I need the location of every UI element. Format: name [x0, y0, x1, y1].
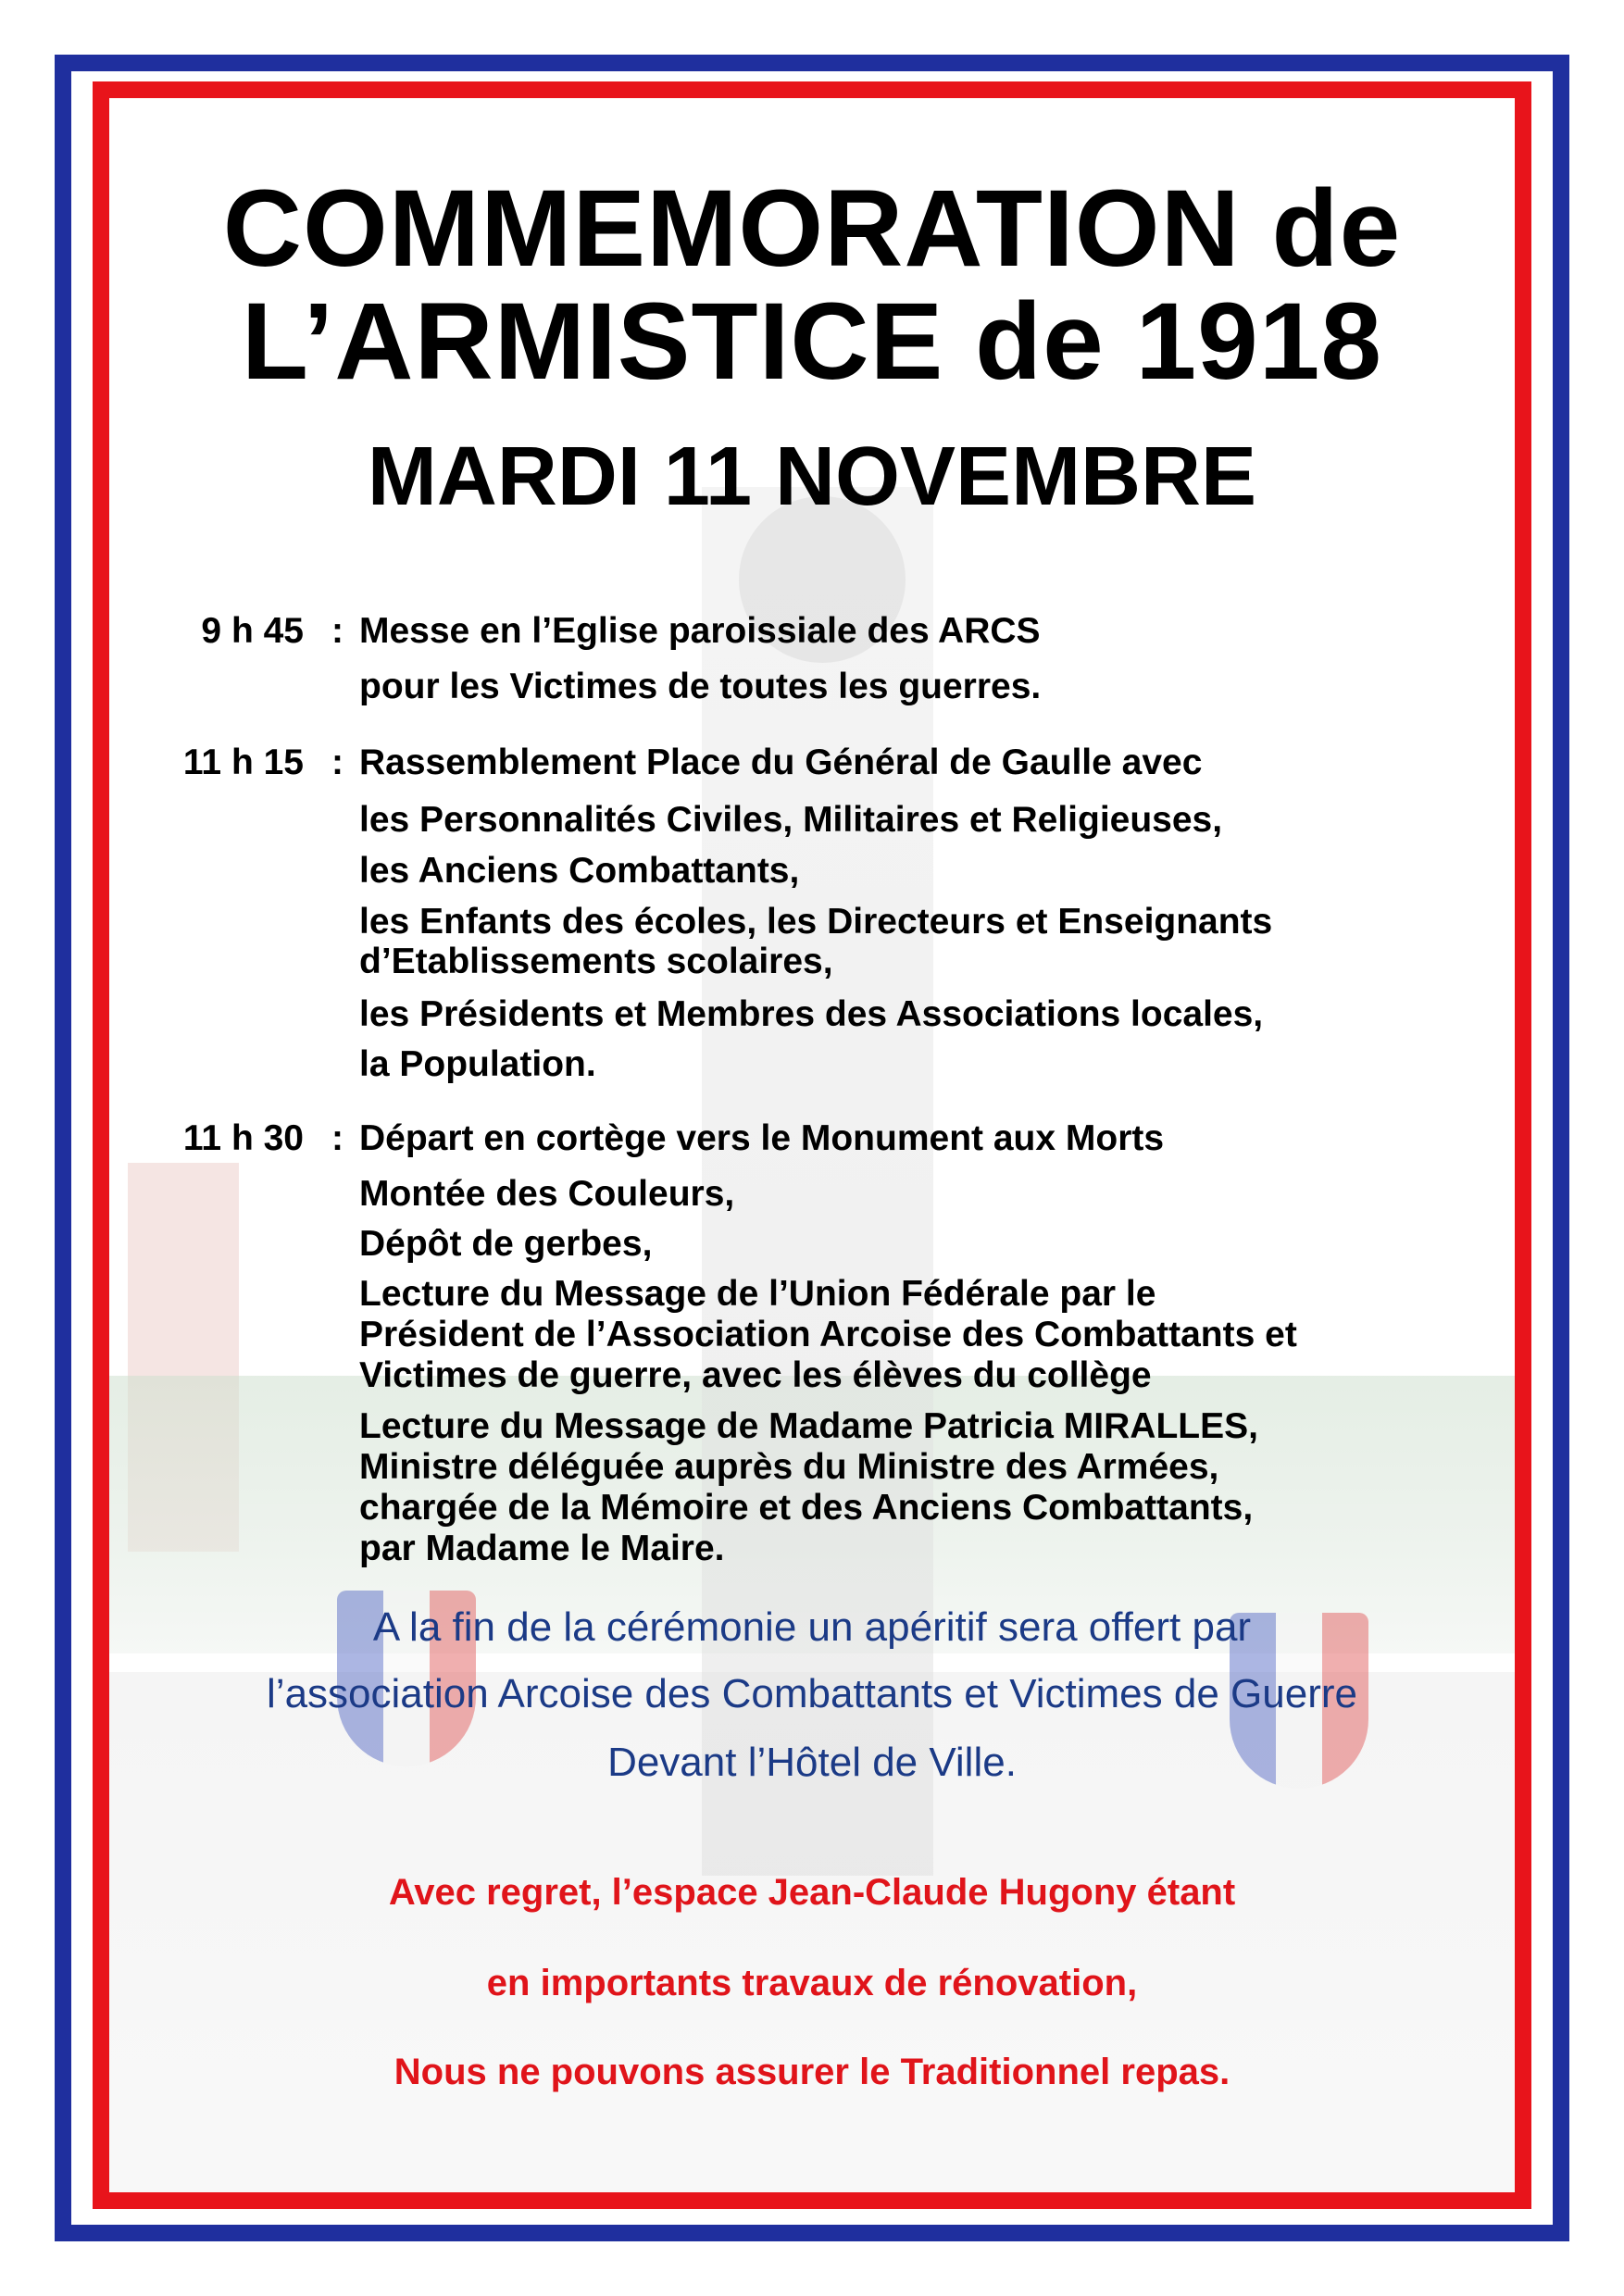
schedule-line: par Madame le Maire.	[359, 1529, 725, 1568]
schedule-line: chargée de la Mémoire et des Anciens Combattants,	[359, 1488, 1254, 1528]
aperitif-line-1: A la fin de la cérémonie un apéritif sera offert par	[372, 1604, 1252, 1650]
schedule-line: Départ en cortège vers le Monument aux Morts	[359, 1118, 1165, 1158]
schedule-line: les Personnalités Civiles, Militaires et Religieuses,	[359, 800, 1223, 840]
title-line-1: COMMEMORATION de	[222, 168, 1402, 290]
notice-line-3: Nous ne pouvons assurer le Traditionnel repas.	[394, 2052, 1230, 2092]
schedule-line: Lecture du Message de Madame Patricia MIRALLES,	[359, 1406, 1258, 1446]
title-line-2: L’ARMISTICE de 1918	[241, 281, 1383, 403]
schedule-line: pour les Victimes de toutes les guerres.	[359, 667, 1042, 706]
schedule-time: 9 h 45	[201, 611, 304, 651]
schedule-separator: :	[331, 1118, 344, 1158]
schedule-time: 11 h 30	[182, 1118, 304, 1158]
event-date: MARDI 11 NOVEMBRE	[367, 430, 1257, 523]
schedule-line: Ministre déléguée auprès du Ministre des Armées,	[359, 1447, 1219, 1487]
schedule-separator: :	[331, 742, 344, 782]
schedule-line: la Population.	[359, 1044, 596, 1084]
schedule-line: Messe en l’Eglise paroissiale des ARCS	[359, 611, 1041, 651]
aperitif-line-2: l’association Arcoise des Combattants et Victimes de Guerre	[267, 1671, 1357, 1716]
schedule-line: Victimes de guerre, avec les élèves du collège	[359, 1355, 1152, 1395]
notice-line-2: en importants travaux de rénovation,	[486, 1963, 1138, 2003]
schedule-line: les Enfants des écoles, les Directeurs et Enseignants	[359, 902, 1273, 942]
schedule-line: Lecture du Message de l’Union Fédérale par le	[359, 1274, 1156, 1314]
schedule-line: d’Etablissements scolaires,	[359, 942, 833, 981]
schedule-line: Montée des Couleurs,	[359, 1174, 735, 1214]
aperitif-line-3: Devant l’Hôtel de Ville.	[607, 1740, 1017, 1785]
schedule-separator: :	[331, 611, 344, 651]
notice-line-1: Avec regret, l’espace Jean-Claude Hugony étant	[388, 1872, 1236, 1913]
schedule-line: Dépôt de gerbes,	[359, 1224, 653, 1264]
schedule-line: Président de l’Association Arcoise des Combattants et	[359, 1315, 1297, 1354]
schedule-line: Rassemblement Place du Général de Gaulle avec	[359, 742, 1203, 782]
schedule-line: les Anciens Combattants,	[359, 851, 800, 891]
schedule-line: les Présidents et Membres des Associations locales,	[359, 994, 1264, 1034]
schedule-time: 11 h 15	[182, 742, 304, 782]
